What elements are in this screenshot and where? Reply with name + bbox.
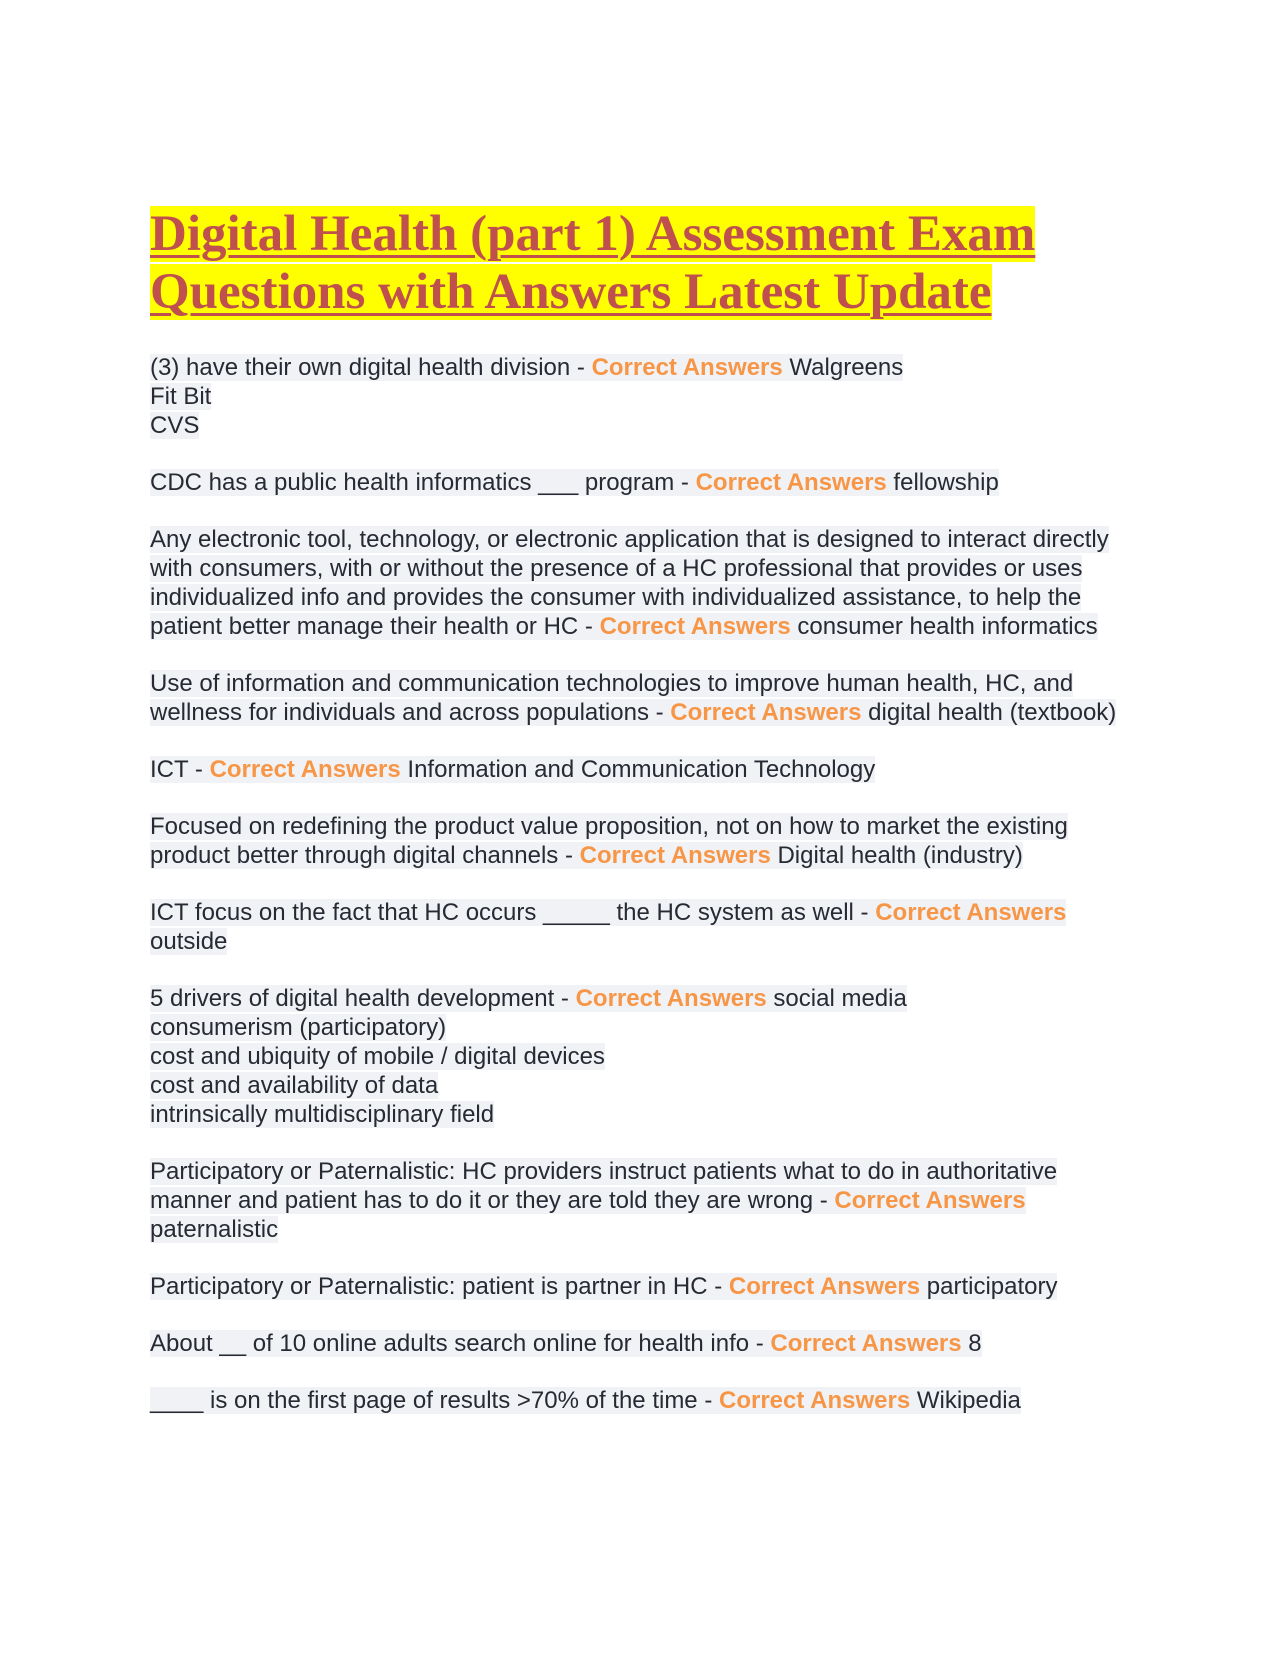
answer-text: Information and Communication Technology <box>400 756 876 783</box>
question-text: ____ is on the first page of results >70% of the time - <box>150 1387 719 1414</box>
correct-answers-label: Correct Answers <box>718 1387 911 1414</box>
answer-line <box>150 1013 1140 1042</box>
correct-answers-label: Correct Answers <box>770 1330 962 1357</box>
qa-item <box>150 755 1140 784</box>
answer-text: consumer health informatics <box>790 613 1098 640</box>
question-text: Participatory or Paternalistic: patient is partner in HC - <box>150 1273 729 1300</box>
answer-text: digital health (textbook) <box>861 699 1117 726</box>
question-text: Any electronic tool, technology, or electronic application that is designed to interact directly with consumers, with or without the presence of a HC professional that provides or uses individualized info and provides the consumer with individualized assistance, to help the patient better manage their health or HC - <box>150 526 1109 640</box>
qa-item <box>150 669 1140 727</box>
qa-item <box>150 1157 1140 1244</box>
correct-answers-label: Correct Answers <box>591 354 783 381</box>
answer-text: Wikipedia <box>910 1387 1021 1414</box>
question-text: Use of information and communication technologies to improve human health, HC, and wellness for individuals and across populations - <box>150 670 1074 726</box>
qa-item <box>150 898 1140 956</box>
answer-line <box>150 1071 1140 1100</box>
answer-text: 8 <box>961 1330 982 1357</box>
title-line-1: Digital Health (part 1) Assessment Exam <box>150 206 1036 262</box>
question-text: Participatory or Paternalistic: HC providers instruct patients what to do in authoritative manner and patient has to do it or they are told they are wrong - <box>150 1158 1058 1214</box>
qa-item <box>150 468 1140 497</box>
correct-answers-label: Correct Answers <box>599 613 791 640</box>
answer-line <box>150 382 1140 411</box>
answer-continuation-line: cost and ubiquity of mobile / digital devices <box>150 1043 605 1070</box>
answer-text: paternalistic <box>150 1216 279 1243</box>
answer-text: Digital health (industry) <box>770 842 1023 869</box>
correct-answers-label: Correct Answers <box>579 842 771 869</box>
document-title <box>150 205 1140 321</box>
question-text: ICT focus on the fact that HC occurs _____ the HC system as well - <box>150 899 876 926</box>
qa-item <box>150 525 1140 641</box>
question-text: CDC has a public health informatics ___ program - <box>150 469 696 496</box>
answer-continuation-line: Fit Bit <box>150 383 212 410</box>
question-text: Focused on redefining the product value proposition, not on how to market the existing product better through digital channels - <box>150 813 1068 869</box>
answer-line <box>150 1100 1140 1129</box>
correct-answers-label: Correct Answers <box>209 756 401 783</box>
qa-item <box>150 1329 1140 1358</box>
correct-answers-label: Correct Answers <box>875 899 1067 926</box>
qa-list <box>150 353 1140 1415</box>
question-text: (3) have their own digital health division - <box>150 354 592 381</box>
answer-continuation-line: intrinsically multidisciplinary field <box>150 1101 495 1128</box>
answer-text: outside <box>150 928 228 955</box>
correct-answers-label: Correct Answers <box>728 1273 921 1300</box>
qa-item <box>150 353 1140 440</box>
document-page <box>150 205 1140 1443</box>
answer-text: Walgreens <box>782 354 904 381</box>
qa-item <box>150 1386 1140 1415</box>
answer-line <box>150 1042 1140 1071</box>
answer-text: participatory <box>920 1273 1058 1300</box>
qa-item <box>150 812 1140 870</box>
question-text: About __ of 10 online adults search online for health info - <box>150 1330 771 1357</box>
answer-text: fellowship <box>886 469 999 496</box>
correct-answers-label: Correct Answers <box>575 985 767 1012</box>
qa-item <box>150 1272 1140 1301</box>
correct-answers-label: Correct Answers <box>834 1187 1026 1214</box>
answer-continuation-line: consumerism (participatory) <box>150 1014 447 1041</box>
answer-continuation-line: cost and availability of data <box>150 1072 439 1099</box>
question-text: 5 drivers of digital health development - <box>150 985 576 1012</box>
correct-answers-label: Correct Answers <box>670 699 862 726</box>
answer-text: social media <box>766 985 907 1012</box>
title-line-2: Questions with Answers Latest Update <box>150 264 992 320</box>
qa-item <box>150 984 1140 1129</box>
correct-answers-label: Correct Answers <box>695 469 887 496</box>
question-text: ICT - <box>150 756 210 783</box>
answer-line <box>150 411 1140 440</box>
answer-continuation-line: CVS <box>150 412 200 439</box>
